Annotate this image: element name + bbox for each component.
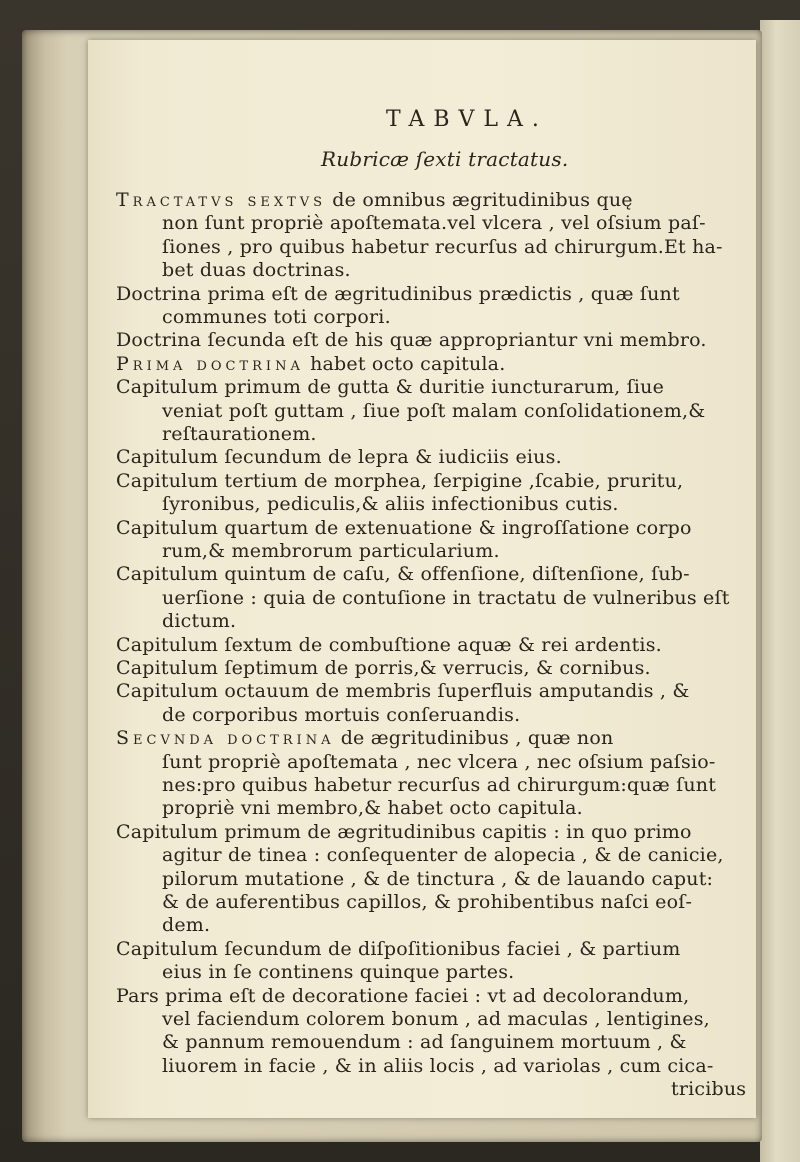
section-lead: Tractatvs sextvs: [116, 189, 327, 211]
body-line: [116, 679, 690, 703]
line-text: habet octo capitula.: [303, 352, 506, 375]
body-line: [162, 422, 317, 446]
body-line: [116, 375, 664, 399]
line-text: propriè vni membro,& habet octo capitula.: [162, 797, 583, 820]
line-text: Capitulum primum de gutta & duritie iuncturarum, ſiue: [116, 376, 665, 399]
line-text: ſunt propriè apoſtemata , nec vlcera , nec oſsium paſsio-: [162, 750, 716, 773]
body-line: [116, 516, 692, 540]
line-text: bet duas doctrinas.: [162, 259, 351, 282]
body-line: [162, 890, 692, 914]
body-line: [162, 258, 351, 282]
line-text: veniat poſt guttam , ſiue poſt malam conſolidationem,&: [162, 399, 706, 422]
body-line: [162, 492, 619, 516]
line-text: uerſione : quia de contuſione in tractatu de vulneribus eſt: [162, 586, 730, 609]
body-line: [162, 609, 236, 633]
section-lead: Secvnda doctrina: [116, 727, 335, 750]
body-line: [162, 586, 730, 610]
body-line: [116, 282, 680, 306]
line-text: Capitulum ſecundum de lepra & iudiciis eius.: [116, 446, 562, 469]
facing-page-edge: [760, 20, 800, 1162]
line-text: eius in ſe continens quinque partes.: [162, 961, 515, 984]
body-line: [162, 1030, 687, 1054]
page-subtitle: Rubricæ ſexti tractatus.: [321, 147, 569, 171]
line-text: de ægritudinibus , quæ non: [334, 727, 614, 750]
page-text: [88, 40, 756, 1118]
body-line: [116, 656, 651, 680]
line-text: & pannum remouendum : ad ſanguinem mortuum , &: [162, 1031, 687, 1054]
body-line: [116, 188, 633, 212]
line-text: agitur de tinea : conſequenter de alopecia , & de canicie,: [162, 844, 724, 867]
line-text: non ſunt propriè apoſtemata.vel vlcera , vel oſsium paſ-: [162, 212, 706, 235]
line-text: reſtaurationem.: [162, 423, 317, 445]
line-text: ſiones , pro quibus habetur recurſus ad chirurgum.Et ha-: [162, 235, 723, 258]
page-header: TABVLA.: [386, 107, 548, 132]
line-text: Capitulum tertium de morphea, ſerpigine ,ſcabie, pruritu,: [116, 469, 684, 492]
line-text: dictum.: [162, 610, 237, 633]
line-text: Capitulum quintum de caſu, & offenſione, diſtenſione, ſub-: [116, 563, 690, 586]
body-line: [162, 235, 723, 259]
body-line: [116, 726, 613, 750]
body-line: [162, 1007, 710, 1031]
body-line: [162, 750, 715, 774]
body-line: [162, 843, 724, 867]
line-text: Doctrina prima eſt de ægritudinibus prædictis , quæ ſunt: [116, 282, 680, 305]
line-text: Capitulum ſeptimum de porris,& verrucis, & cornibus.: [116, 657, 651, 679]
line-text: Pars prima eſt de decoratione faciei : vt ad decolorandum,: [116, 984, 690, 1007]
line-text: de corporibus mortuis conſeruandis.: [162, 703, 521, 726]
body-line: [116, 984, 689, 1008]
body-line: [162, 703, 520, 727]
line-text: & de auferentibus capillos, & prohibentibus naſci eoſ-: [162, 891, 693, 913]
body-line: [116, 633, 662, 657]
body-line: [162, 796, 583, 820]
line-text: pilorum mutatione , & de tinctura , & de lauando caput:: [162, 867, 714, 890]
line-text: tricibus: [671, 1078, 747, 1101]
body-line: [162, 539, 500, 563]
body-line: [671, 1077, 746, 1101]
line-text: Capitulum ſecundum de diſpoſitionibus faciei , & partium: [116, 937, 681, 960]
line-text: Doctrina ſecunda eſt de his quæ appropriantur vni membro.: [116, 329, 707, 352]
body-line: [162, 960, 514, 984]
body-line: [162, 1054, 713, 1078]
line-text: ſyronibus, pediculis,& aliis infectionibus cutis.: [162, 493, 619, 516]
line-text: Capitulum quartum de extenuatione & ingroſſatione corpo: [116, 516, 692, 539]
line-text: vel faciendum colorem bonum , ad maculas , lentigines,: [162, 1008, 710, 1030]
line-text: Capitulum octauum de membris ſuperfluis amputandis , &: [116, 680, 690, 703]
body-line: [162, 399, 705, 423]
line-text: rum,& membrorum particularium.: [162, 540, 500, 562]
body-line: [162, 773, 716, 797]
line-text: communes toti corpori.: [162, 306, 391, 328]
line-text: Capitulum ſextum de combuſtione aquæ & rei ardentis.: [116, 633, 662, 656]
body-line: [116, 469, 683, 493]
body-line: [162, 867, 713, 891]
body-line: [162, 211, 706, 235]
body-line: [116, 562, 690, 586]
body-line: [162, 913, 210, 937]
body-line: [116, 445, 562, 469]
body-line: [116, 352, 505, 376]
body-line: [116, 820, 692, 844]
line-text: dem.: [162, 914, 211, 937]
line-text: liuorem in facie , & in aliis locis , ad variolas , cum cica-: [162, 1054, 714, 1077]
line-text: de omnibus ægritudinibus quę: [326, 189, 633, 211]
line-text: nes:pro quibus habetur recurſus ad chirurgum:quæ ſunt: [162, 774, 717, 796]
line-text: Capitulum primum de ægritudinibus capitis : in quo primo: [116, 820, 692, 843]
book-page: [88, 40, 756, 1118]
body-line: [162, 305, 391, 329]
section-lead: Prima doctrina: [116, 352, 304, 375]
body-line: [116, 328, 707, 352]
body-line: [116, 937, 680, 961]
